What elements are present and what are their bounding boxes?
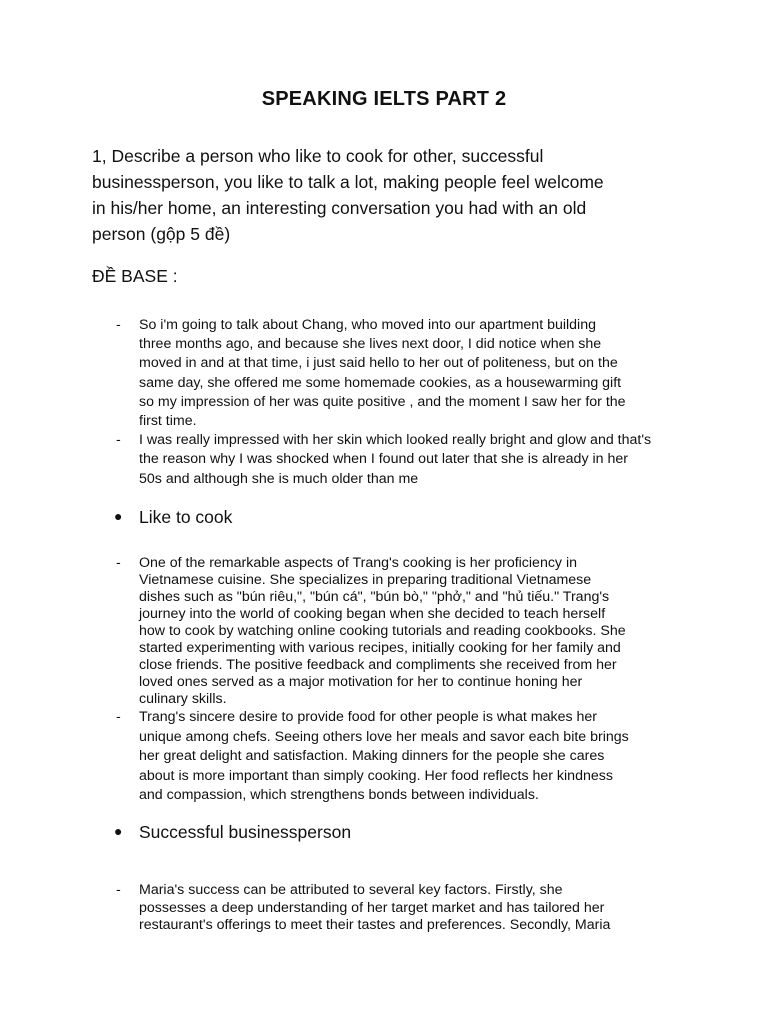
- dash-marker: -: [116, 317, 121, 333]
- paragraph-line: unique among chefs. Seeing others love her meals and savor each bite brings: [139, 728, 629, 745]
- paragraph-line: moved in and at that time, i just said hello to her out of politeness, but on the: [139, 355, 618, 372]
- dash-marker: -: [116, 432, 121, 449]
- paragraph-line: Maria's success can be attributed to several key factors. Firstly, she: [139, 882, 563, 898]
- base-heading: ĐỀ BASE :: [92, 266, 178, 286]
- paragraph-line: loved ones served as a major motivation for her to continue honing her: [139, 674, 583, 690]
- paragraph-line: first time.: [139, 413, 197, 430]
- paragraph-line: Vietnamese cuisine. She specializes in preparing traditional Vietnamese: [139, 572, 592, 588]
- paragraph-line: her great delight and satisfaction. Making dinners for the people she cares: [139, 748, 605, 765]
- list-item: [116, 316, 676, 431]
- list-item: [116, 882, 676, 935]
- paragraph-line: I was really impressed with her skin which looked really bright and glow and that's: [139, 432, 652, 449]
- paragraph-line: dishes such as "bún riêu,", "bún cá", "bún bò," "phở," and "hủ tiếu." Trang's: [139, 589, 610, 605]
- paragraph-line: restaurant's offerings to meet their tastes and preferences. Secondly, Maria: [139, 917, 611, 933]
- paragraph-line: journey into the world of cooking began when she decided to teach herself: [139, 606, 606, 622]
- question-line: person (gộp 5 đề): [92, 224, 231, 244]
- bullet-icon: ●: [114, 508, 123, 524]
- question-line: in his/her home, an interesting conversation you had with an old: [92, 198, 587, 218]
- paragraph-line: Trang's sincere desire to provide food for other people is what makes her: [139, 709, 597, 725]
- question-line: 1, Describe a person who like to cook for other, successful: [92, 146, 544, 166]
- dash-marker: -: [116, 555, 121, 571]
- paragraph-line: how to cook by watching online cooking tutorials and reading cookbooks. She: [139, 623, 626, 639]
- list-item: [116, 708, 676, 806]
- paragraph-line: so my impression of her was quite positive , and the moment I saw her for the: [139, 393, 626, 410]
- page-title: SPEAKING IELTS PART 2: [261, 88, 507, 110]
- paragraph-line: culinary skills.: [139, 691, 227, 707]
- list-item: [116, 555, 676, 708]
- dash-marker: -: [116, 709, 121, 725]
- paragraph-line: possesses a deep understanding of her target market and has tailored her: [139, 899, 605, 916]
- section-heading-text: Successful businessperson: [139, 822, 352, 842]
- section-heading-successful-businessperson: [114, 822, 351, 843]
- paragraph-line: started experimenting with various recipes, initially cooking for her family and: [139, 640, 621, 656]
- section-heading-text: Like to cook: [139, 507, 233, 527]
- section-heading-like-to-cook: [114, 507, 232, 528]
- question-prompt: [92, 143, 682, 247]
- business-list: [116, 882, 676, 935]
- list-item: [116, 431, 676, 489]
- dash-marker: -: [116, 882, 121, 898]
- bullet-icon: ●: [114, 823, 123, 839]
- paragraph-line: close friends. The positive feedback and compliments she received from her: [139, 657, 617, 673]
- paragraph-line: 50s and although she is much older than me: [139, 470, 419, 487]
- paragraph-line: One of the remarkable aspects of Trang's cooking is her proficiency in: [139, 555, 578, 571]
- paragraph-line: about is more important than simply cooking. Her food reflects her kindness: [139, 767, 613, 784]
- paragraph-line: three months ago, and because she lives next door, I did notice when she: [139, 336, 602, 353]
- paragraph-line: and compassion, which strengthens bonds between individuals.: [139, 787, 539, 804]
- intro-list: [116, 316, 676, 489]
- paragraph-line: the reason why I was shocked when I found out later that she is already in her: [139, 451, 628, 468]
- paragraph-line: same day, she offered me some homemade cookies, as a housewarming gift: [139, 374, 622, 391]
- cook-list: [116, 555, 676, 806]
- paragraph-line: So i'm going to talk about Chang, who moved into our apartment building: [139, 317, 596, 333]
- question-line: businessperson, you like to talk a lot, making people feel welcome: [92, 172, 604, 192]
